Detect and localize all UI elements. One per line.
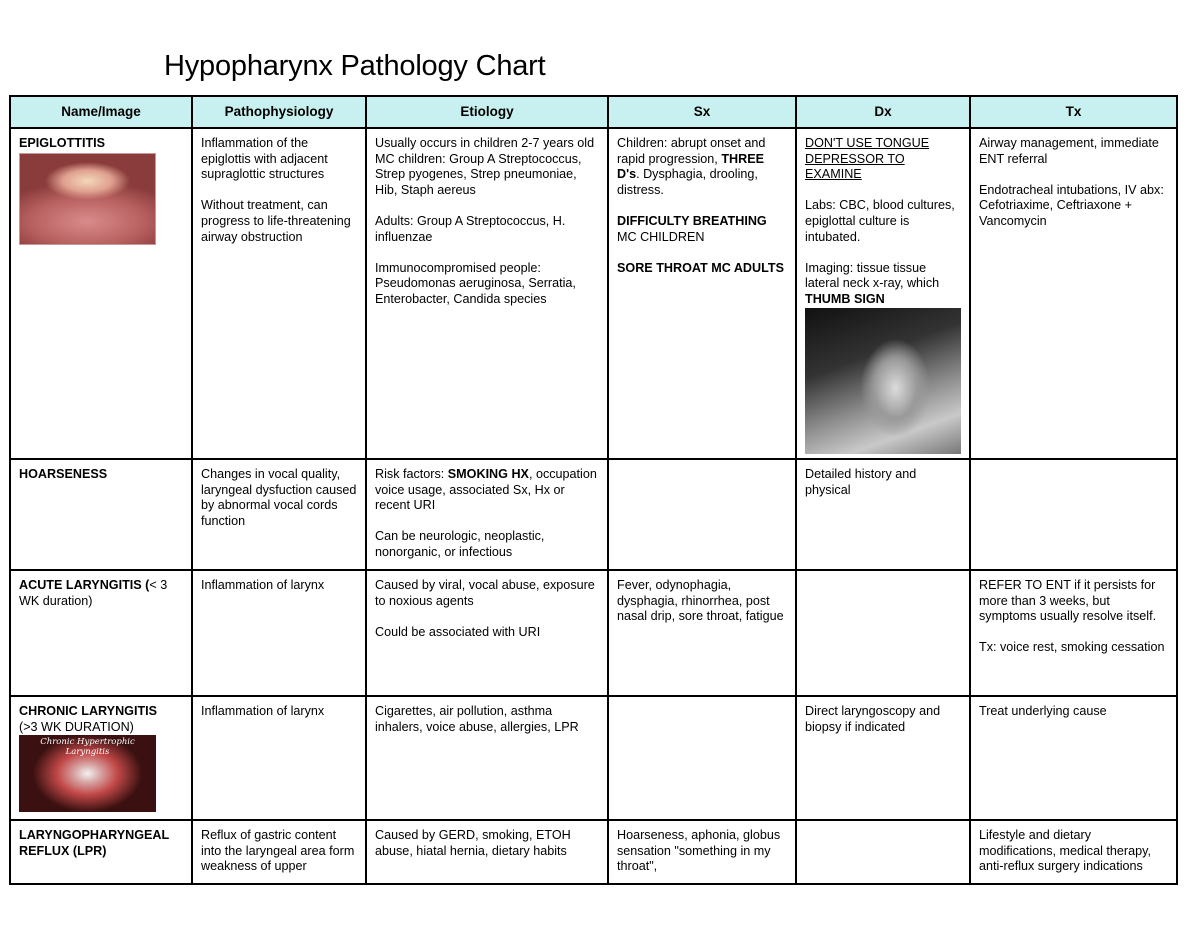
chronic-laryngitis-image — [19, 735, 156, 812]
text: Detailed history and physical — [805, 467, 917, 497]
text: Tx: voice rest, smoking cessation — [979, 640, 1165, 655]
page-title: Hypopharynx Pathology Chart — [164, 50, 546, 82]
cell-dx — [796, 128, 970, 459]
cell-tx — [970, 128, 1177, 459]
text: Changes in vocal quality, laryngeal dysfuction caused by abnormal vocal cords function — [201, 467, 357, 528]
text: Caused by viral, vocal abuse, exposure to noxious agents — [375, 578, 595, 608]
text: DIFFICULTY BREATHING — [617, 213, 767, 228]
text: Immunocompromised people: Pseudomonas aeruginosa, Serratia, Enterobacter, Candida species — [375, 260, 576, 306]
text: SMOKING HX — [447, 467, 529, 481]
cell-tx — [970, 570, 1177, 696]
text: REFER TO ENT if it persists for more than 3 weeks, but symptoms usually resolve itself. — [979, 578, 1157, 624]
header-tx: Tx — [970, 96, 1177, 128]
table-row — [10, 128, 1177, 459]
cell-sx — [608, 696, 796, 820]
row-name: CHRONIC LARYNGITIS — [19, 704, 158, 718]
text: Could be associated with URI — [375, 624, 541, 639]
text: Reflux of gastric content into the laryngeal area form weakness of upper — [201, 828, 355, 874]
cell-sx — [608, 459, 796, 570]
text: Without treatment, can progress to life-threatening airway obstruction — [201, 198, 351, 244]
text: Lifestyle and dietary modifications, medical therapy, anti-reflux surgery indications — [979, 828, 1151, 874]
table-row — [10, 820, 1177, 884]
text: Treat underlying cause — [979, 704, 1107, 718]
text: THUMB SIGN — [805, 291, 885, 306]
cell-dx — [796, 459, 970, 570]
cell-etio — [366, 820, 608, 884]
epiglottitis-image — [19, 153, 156, 245]
cell-dx — [796, 570, 970, 696]
cell-etio — [366, 570, 608, 696]
cell-etio — [366, 459, 608, 570]
cell-etio — [366, 696, 608, 820]
row-name — [19, 578, 184, 609]
cell-dx — [796, 820, 970, 884]
header-pathophysiology: Pathophysiology — [192, 96, 366, 128]
text: Inflammation of the epiglottis with adjacent supraglottic structures — [201, 136, 328, 182]
table-row — [10, 570, 1177, 696]
text: MC CHILDREN — [617, 229, 705, 244]
cell-etio — [366, 128, 608, 459]
cell-tx — [970, 696, 1177, 820]
row-name: EPIGLOTTITIS — [19, 136, 106, 150]
row-name: LARYNGOPHARYNGEAL REFLUX (LPR) — [19, 828, 169, 858]
cell-patho — [192, 459, 366, 570]
header-dx: Dx — [796, 96, 970, 128]
cell-sx — [608, 820, 796, 884]
text: . Dysphagia, drooling, distress. — [617, 167, 758, 197]
text — [375, 467, 600, 514]
text: Can be neurologic, neoplastic, nonorganic, or infectious — [375, 529, 545, 559]
text: THREE D's — [617, 151, 764, 182]
text: Caused by GERD, smoking, ETOH abuse, hiatal hernia, dietary habits — [375, 828, 571, 858]
header-name: Name/Image — [10, 96, 192, 128]
text: Labs: CBC, blood cultures, epiglottal culture is intubated. — [805, 198, 955, 244]
cell-name — [10, 459, 192, 570]
cell-sx — [608, 128, 796, 459]
cell-name — [10, 820, 192, 884]
text: , occupation voice usage, associated Sx, Hx or recent URI — [375, 467, 597, 513]
text: SORE THROAT MC ADULTS — [617, 260, 784, 275]
image-caption: Chronic Hypertrophic Laryngitis — [40, 737, 135, 758]
text — [617, 136, 788, 198]
text: Usually occurs in children 2-7 years old — [375, 136, 595, 150]
text: MC children: Group A Streptococcus, Strep pyogenes, Strep pneumoniae, Hib, Staph aereus — [375, 151, 582, 197]
cell-name — [10, 570, 192, 696]
text: Cigarettes, air pollution, asthma inhalers, voice abuse, allergies, LPR — [375, 704, 579, 734]
header-etiology: Etiology — [366, 96, 608, 128]
cell-tx — [970, 459, 1177, 570]
header-row — [10, 96, 1177, 128]
cell-sx — [608, 570, 796, 696]
header-sx: Sx — [608, 96, 796, 128]
table-row — [10, 696, 1177, 820]
text: < 3 WK duration) — [19, 578, 168, 608]
thumb-sign-xray-image — [805, 308, 961, 454]
text: Inflammation of larynx — [201, 578, 325, 592]
cell-dx — [796, 696, 970, 820]
text: DON'T USE TONGUE DEPRESSOR TO EXAMINE — [805, 136, 930, 182]
row-name: HOARSENESS — [19, 467, 108, 481]
cell-patho — [192, 820, 366, 884]
text: Hoarseness, aphonia, globus sensation "something in my throat", — [617, 828, 781, 874]
text: (>3 WK DURATION) — [19, 719, 134, 734]
text: Adults: Group A Streptococcus, H. influenzae — [375, 213, 566, 244]
cell-name — [10, 696, 192, 820]
cell-patho — [192, 128, 366, 459]
text: Fever, odynophagia, dysphagia, rhinorrhea, post nasal drip, sore throat, fatigue — [617, 578, 784, 624]
cell-name — [10, 128, 192, 459]
table-row — [10, 459, 1177, 570]
cell-patho — [192, 570, 366, 696]
text: Inflammation of larynx — [201, 704, 325, 718]
cell-patho — [192, 696, 366, 820]
cell-tx — [970, 820, 1177, 884]
text: Imaging: tissue tissue lateral neck x-ray, which — [805, 260, 940, 291]
text: Endotracheal intubations, IV abx: Cefotriaxime, Ceftriaxone + Vancomycin — [979, 182, 1164, 228]
text: Risk factors: — [375, 467, 448, 481]
text: ACUTE LARYNGITIS ( — [19, 578, 150, 592]
text: Children: abrupt onset and rapid progression, — [617, 136, 766, 166]
pathology-table — [9, 95, 1178, 885]
text: Direct laryngoscopy and biopsy if indicated — [805, 704, 941, 734]
text: Airway management, immediate ENT referral — [979, 136, 1159, 166]
